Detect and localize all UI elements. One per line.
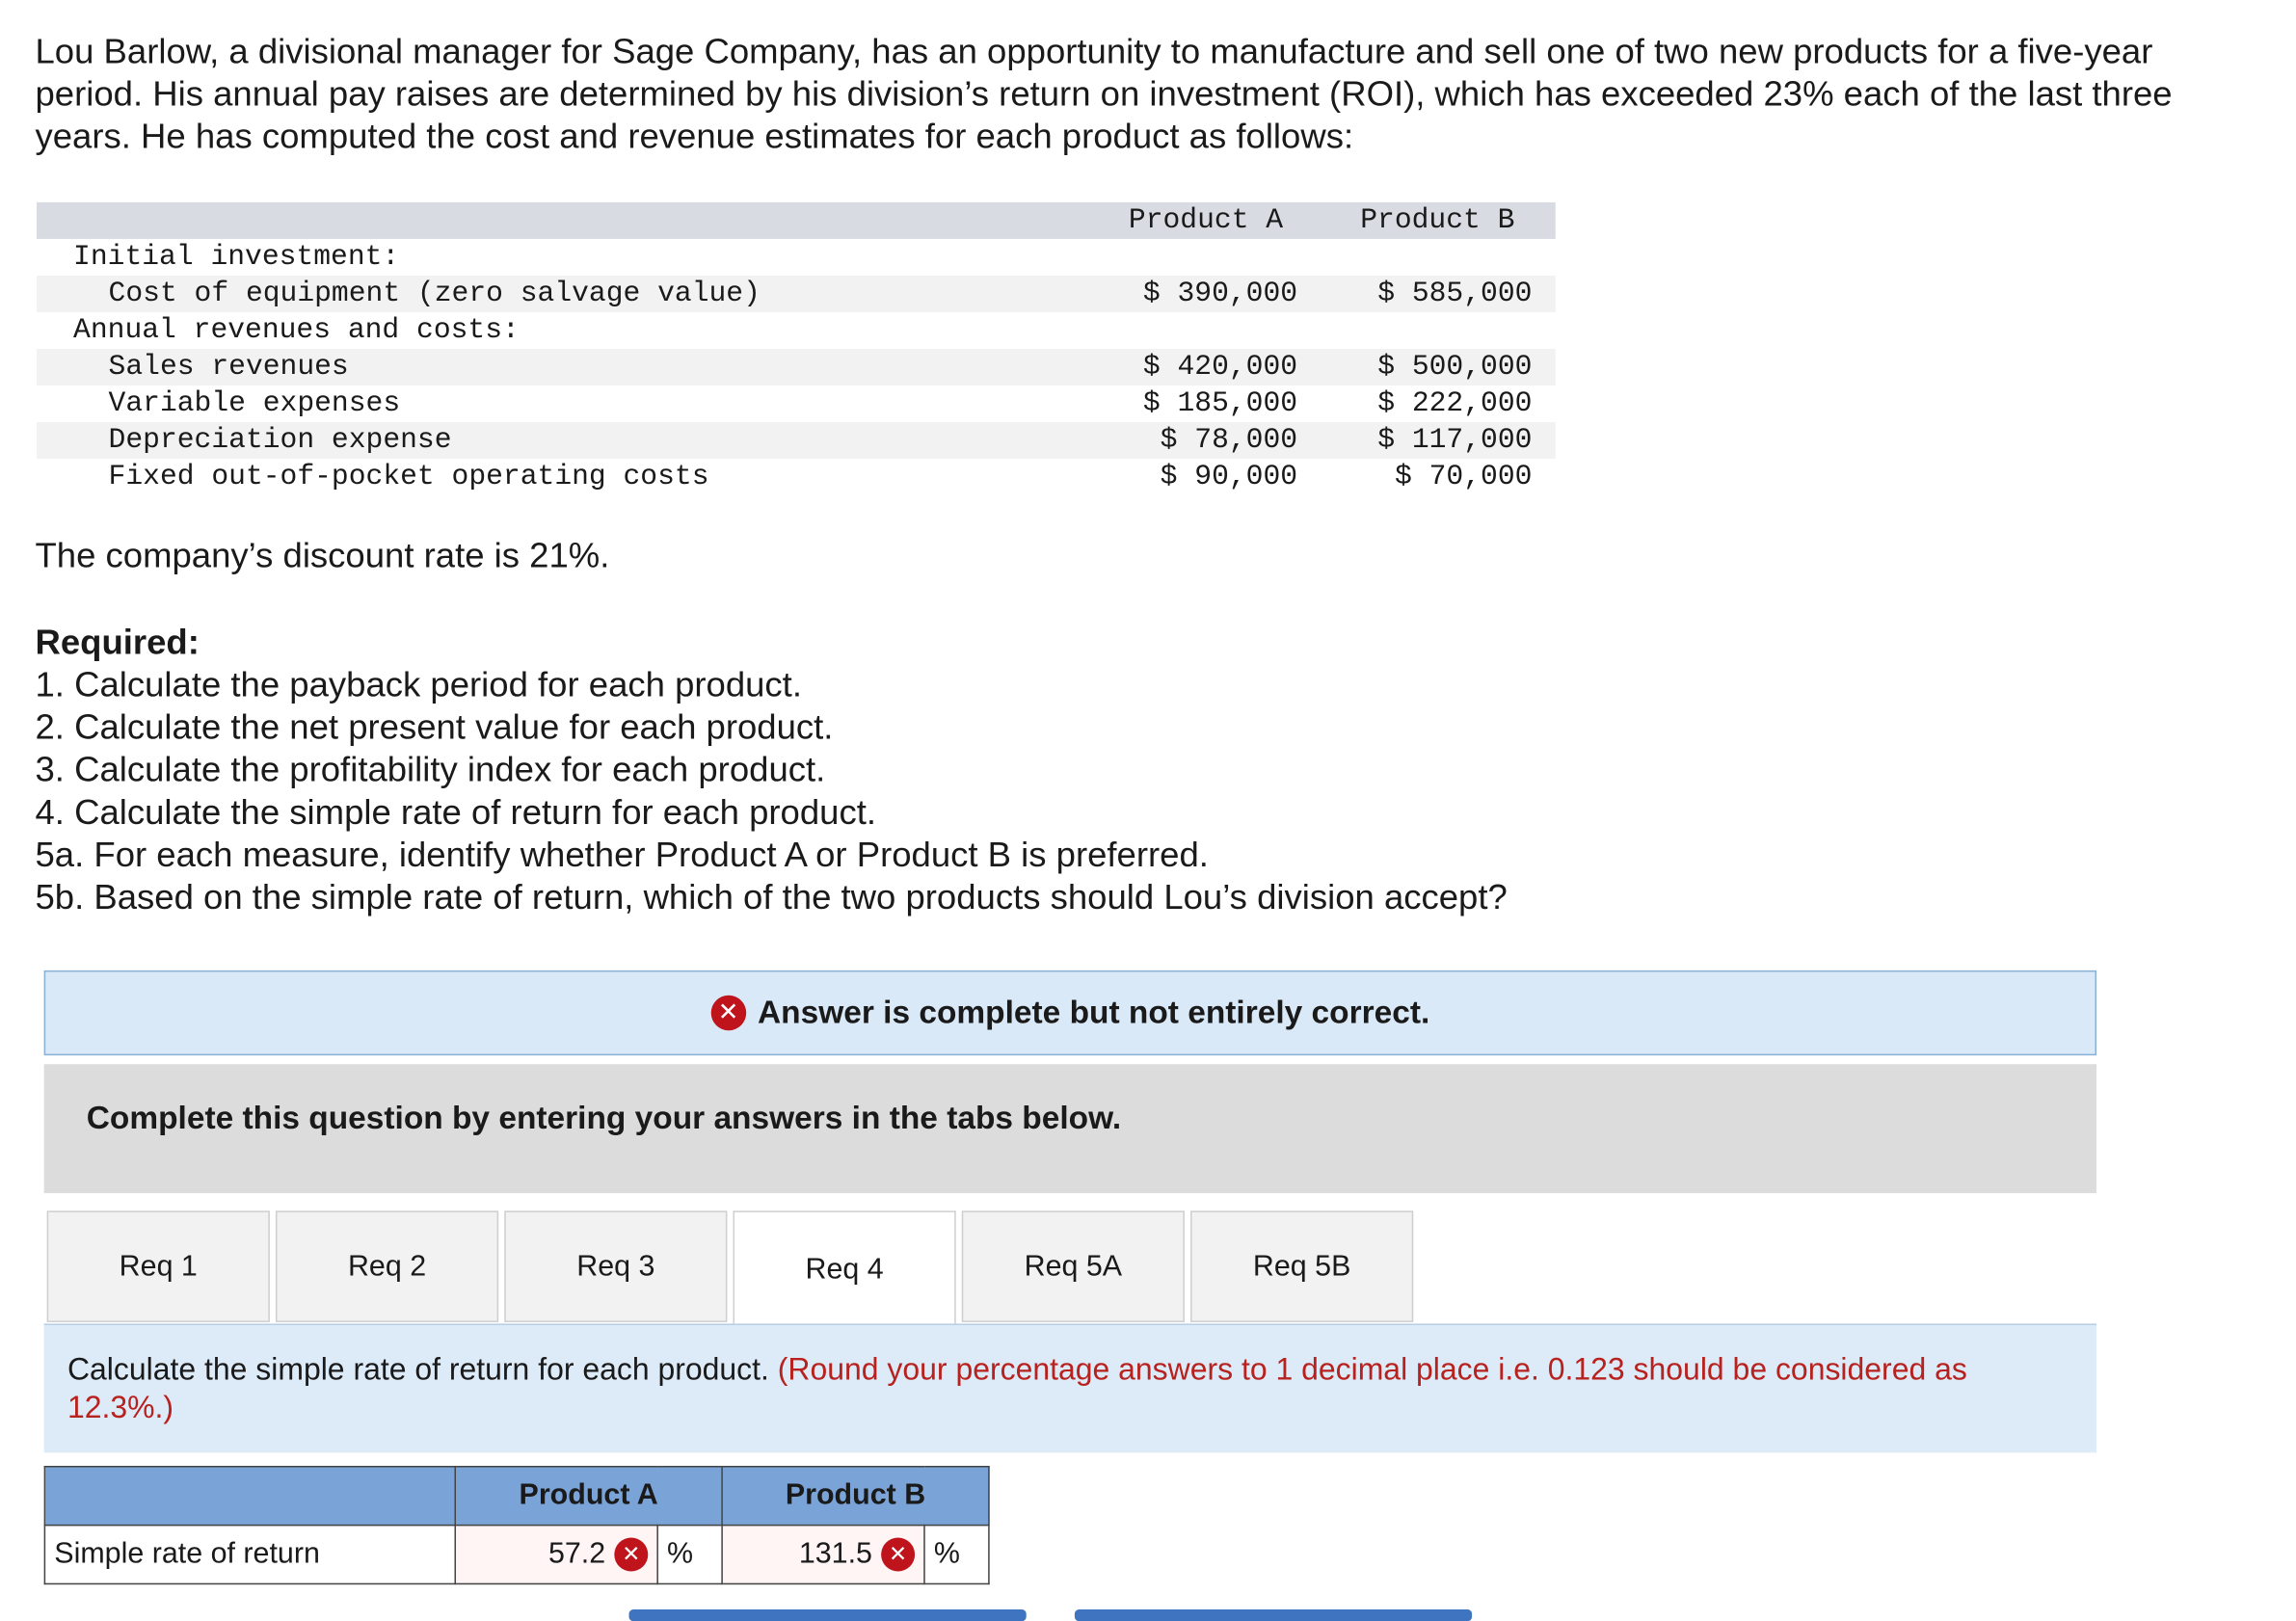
value-b: $ 70,000 xyxy=(1395,460,1533,493)
value-a: $ 185,000 xyxy=(1142,386,1298,420)
next-tab-button[interactable] xyxy=(1075,1609,1472,1621)
required-item: 4. Calculate the simple rate of return for each product. xyxy=(35,792,877,833)
answer-status-text: Answer is complete but not entirely correct. xyxy=(758,994,1430,1031)
value-a: $ 78,000 xyxy=(1160,423,1298,457)
answer-header-product-a: Product A xyxy=(455,1467,722,1526)
row-label: Annual revenues and costs: xyxy=(73,313,520,346)
x-circle-icon: ✕ xyxy=(710,996,746,1031)
discount-rate-text: The company’s discount rate is 21%. xyxy=(35,536,610,576)
value-a: $ 390,000 xyxy=(1142,277,1298,309)
answer-row-label: Simple rate of return xyxy=(44,1526,455,1584)
question-text: Calculate the simple rate of return for each product. xyxy=(67,1352,769,1387)
value-b: $ 222,000 xyxy=(1377,386,1533,420)
value-a: $ 90,000 xyxy=(1160,460,1298,493)
table-row xyxy=(37,276,1556,312)
answer-header-blank xyxy=(44,1467,455,1526)
answer-header-product-b: Product B xyxy=(722,1467,989,1526)
incorrect-x-icon: ✕ xyxy=(614,1538,648,1572)
product-a-answer-cell[interactable] xyxy=(455,1526,657,1584)
instruction-bar xyxy=(44,1064,2096,1193)
tab-req-3[interactable]: Req 3 xyxy=(504,1210,727,1322)
header-product-b: Product B xyxy=(1360,203,1515,236)
table-row xyxy=(37,349,1556,385)
tab-req-5a[interactable]: Req 5A xyxy=(962,1210,1185,1322)
incorrect-x-icon: ✕ xyxy=(881,1538,915,1572)
value-b: $ 585,000 xyxy=(1377,277,1533,309)
question-prompt xyxy=(44,1323,2096,1452)
row-label: Initial investment: xyxy=(73,240,400,273)
required-item: 1. Calculate the payback period for each product. xyxy=(35,665,802,705)
rounding-hint: (Round your percentage answers to 1 decimal place i.e. 0.123 should be considered as 12.3%.) xyxy=(67,1352,1967,1425)
product-a-answer-input[interactable]: 57.2 xyxy=(547,1537,606,1570)
answer-table xyxy=(44,1466,990,1584)
answer-header-row xyxy=(44,1467,989,1526)
tab-req-1[interactable]: Req 1 xyxy=(47,1210,270,1322)
table-row xyxy=(37,422,1556,459)
table-row xyxy=(37,239,1556,276)
tab-req-2[interactable]: Req 2 xyxy=(276,1210,498,1322)
cost-revenue-table xyxy=(37,202,1556,495)
table-row xyxy=(44,1526,989,1584)
value-b: $ 500,000 xyxy=(1377,350,1533,383)
table-row xyxy=(37,459,1556,495)
row-label: Cost of equipment (zero salvage value) xyxy=(108,277,761,309)
percent-sign: % xyxy=(924,1526,989,1584)
row-label: Fixed out-of-pocket operating costs xyxy=(108,460,709,493)
required-item: 5a. For each measure, identify whether Product A or Product B is preferred. xyxy=(35,835,1209,876)
value-a: $ 420,000 xyxy=(1142,350,1298,383)
prev-tab-button[interactable] xyxy=(629,1609,1027,1621)
tab-req-5b[interactable]: Req 5B xyxy=(1190,1210,1413,1322)
required-item: 2. Calculate the net present value for each product. xyxy=(35,707,834,748)
required-item: 5b. Based on the simple rate of return, which of the two products should Lou’s division accept? xyxy=(35,878,1508,918)
answer-status-banner xyxy=(44,970,2096,1055)
product-b-answer-input[interactable]: 131.5 xyxy=(798,1537,872,1570)
table-row xyxy=(37,312,1556,349)
required-list xyxy=(36,622,1508,919)
required-heading: Required: xyxy=(35,623,200,663)
instruction-text: Complete this question by entering your answers in the tabs below. xyxy=(86,1099,1122,1136)
row-label: Depreciation expense xyxy=(108,423,452,457)
row-label: Variable expenses xyxy=(108,386,401,420)
tab-req-4[interactable]: Req 4 xyxy=(734,1210,956,1326)
percent-sign: % xyxy=(657,1526,722,1584)
row-label: Sales revenues xyxy=(108,350,349,383)
value-b: $ 117,000 xyxy=(1377,423,1533,457)
table-header-row xyxy=(37,202,1556,239)
required-item: 3. Calculate the profitability index for each product. xyxy=(35,750,826,790)
problem-intro: Lou Barlow, a divisional manager for Sage Company, has an opportunity to manufacture and sell one of two new products for a five-year period. His annual pay raises are determined by his division’s return on investment (ROI), which has exceeded 23% each of the last three years. He has computed the cost and revenue estimates for each product as follows: xyxy=(35,32,2173,157)
table-row xyxy=(37,385,1556,422)
header-product-a: Product A xyxy=(1128,203,1284,236)
product-b-answer-cell[interactable] xyxy=(722,1526,924,1584)
